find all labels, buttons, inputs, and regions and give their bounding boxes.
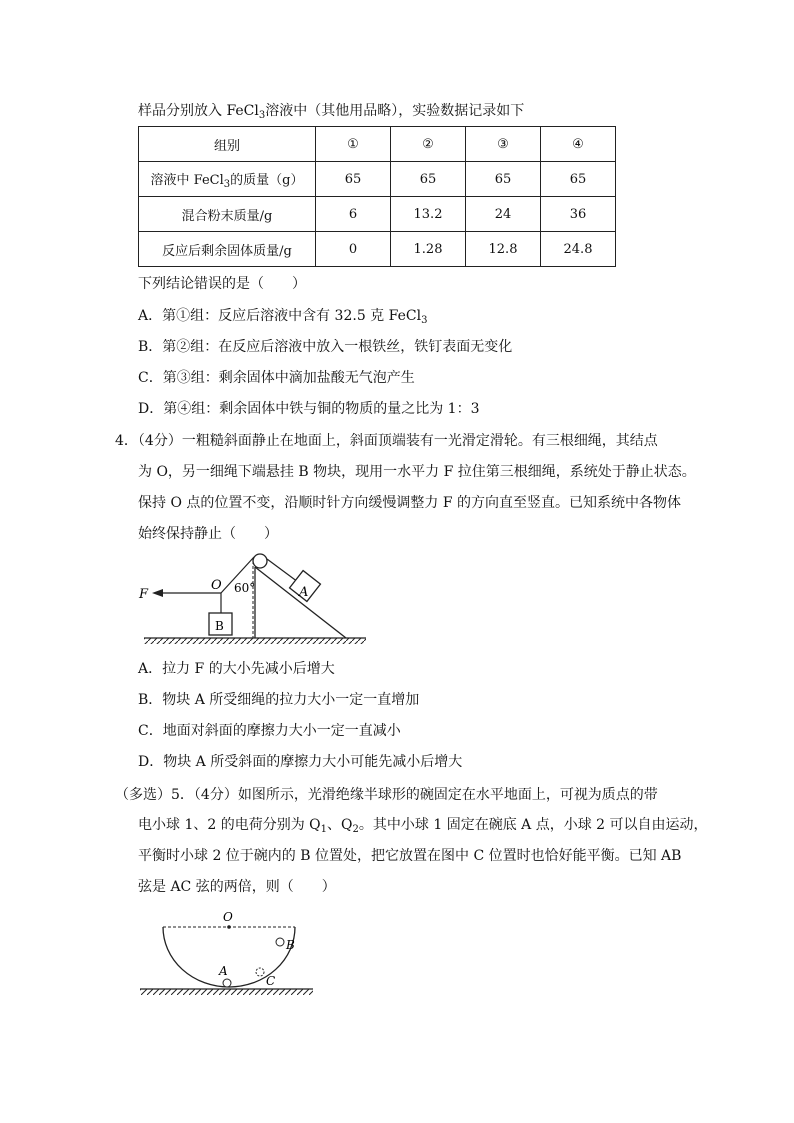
table-row-label: 混合粉末质量/g <box>139 197 316 232</box>
table-header-cell: ② <box>391 127 466 162</box>
table-row-label: 溶液中 FeCl$_3$的质量（g） <box>139 162 316 197</box>
q4-option-b[interactable]: B．物块 A 所受细绳的拉力大小一定一直增加 <box>138 692 420 708</box>
label-b: B <box>215 619 224 633</box>
q5-stem-line: 平衡时小球 2 位于碗内的 B 位置处，把它放置在图中 C 位置时也恰好能平衡。已知 AB <box>138 848 682 864</box>
table-cell: 65 <box>316 162 391 197</box>
center-o <box>227 925 231 929</box>
table-cell: 24 <box>466 197 541 232</box>
table-cell: 1.28 <box>391 232 466 267</box>
table-cell: 12.8 <box>466 232 541 267</box>
q4-option-a[interactable]: A．拉力 F 的大小先减小后增大 <box>138 661 335 677</box>
q3-option-c[interactable]: C．第③组：剩余固体中滴加盐酸无气泡产生 <box>138 370 415 386</box>
table-header-cell: ④ <box>541 127 616 162</box>
table-header-cell: ③ <box>466 127 541 162</box>
table-row <box>139 162 616 197</box>
ground-hatch <box>140 989 313 995</box>
rope-pulley-to-a <box>267 559 298 582</box>
pulley <box>253 554 267 568</box>
label-o: O <box>223 910 233 924</box>
intro-subscript: 3 <box>258 110 266 121</box>
table-header-cell: 组别 <box>139 127 316 162</box>
ground-hatch <box>144 638 366 644</box>
ball-a <box>223 979 231 987</box>
q5-stem-line: （多选）5．（4分）如图所示，光滑绝缘半球形的碗固定在水平地面上，可视为质点的带 <box>115 787 658 803</box>
table-cell: 65 <box>391 162 466 197</box>
ball-c <box>256 968 264 976</box>
table-cell: 65 <box>541 162 616 197</box>
table-cell: 0 <box>316 232 391 267</box>
q4-stem-line: 为 O，另一细绳下端悬挂 B 物块，现用一水平力 F 拉住第三根细绳，系统处于静止状态。 <box>138 464 696 480</box>
label-f: F <box>139 587 149 602</box>
table-row-label: 反应后剩余固体质量/g <box>139 232 316 267</box>
intro-text-tail: 溶液中（其他用品略），实验数据记录如下 <box>265 103 525 119</box>
label-a: A <box>299 585 309 600</box>
q4-figure <box>130 545 380 650</box>
table-cell: 65 <box>466 162 541 197</box>
label-angle: 60° <box>234 581 256 595</box>
intro-line <box>138 101 524 126</box>
q3-question: 下列结论错误的是（ ） <box>138 276 306 292</box>
table-row <box>139 232 616 267</box>
intro-text: 样品分别放入 FeCl <box>138 103 259 119</box>
arrow-f <box>152 589 163 597</box>
ball-b <box>276 938 284 946</box>
q5-figure <box>135 905 320 1000</box>
q4-stem-line: 始终保持静止（ ） <box>138 526 278 542</box>
q3-option-b[interactable]: B．第②组：在反应后溶液中放入一根铁丝，铁钉表面无变化 <box>138 339 513 355</box>
table-cell: 6 <box>316 197 391 232</box>
label-o: O <box>211 578 222 593</box>
q3-option-a[interactable]: A．第①组：反应后溶液中含有 32.5 克 FeCl$_3$ <box>138 308 428 326</box>
table-header-row <box>139 127 616 162</box>
q3-option-d[interactable]: D．第④组：剩余固体中铁与铜的物质的量之比为 1：3 <box>138 401 480 417</box>
table-cell: 13.2 <box>391 197 466 232</box>
table-cell: 36 <box>541 197 616 232</box>
label-b: B <box>286 938 295 952</box>
bowl <box>163 927 295 987</box>
q5-stem-line: 电小球 1、2 的电荷分别为 $Q_1$、$Q_2$。其中小球 1 固定在碗底 A 点，小球 2 可以自由运动， <box>138 817 708 835</box>
q4-stem-line: 保持 O 点的位置不变，沿顺时针方向缓慢调整力 F 的方向直至竖直。已知系统中各物体 <box>138 495 681 511</box>
q4-option-d[interactable]: D．物块 A 所受斜面的摩擦力大小可能先减小后增大 <box>138 754 463 770</box>
data-table <box>138 126 616 267</box>
label-c: C <box>266 974 276 988</box>
q4-option-c[interactable]: C．地面对斜面的摩擦力大小一定一直减小 <box>138 723 401 739</box>
q4-stem-line: 4．（4分）一粗糙斜面静止在地面上，斜面顶端装有一光滑定滑轮。有三根细绳，其结点 <box>115 433 658 449</box>
table-header-cell: ① <box>316 127 391 162</box>
table-row <box>139 197 616 232</box>
table-cell: 24.8 <box>541 232 616 267</box>
label-a: A <box>219 964 228 978</box>
q5-stem-line: 弦是 AC 弦的两倍，则（ ） <box>138 879 336 895</box>
